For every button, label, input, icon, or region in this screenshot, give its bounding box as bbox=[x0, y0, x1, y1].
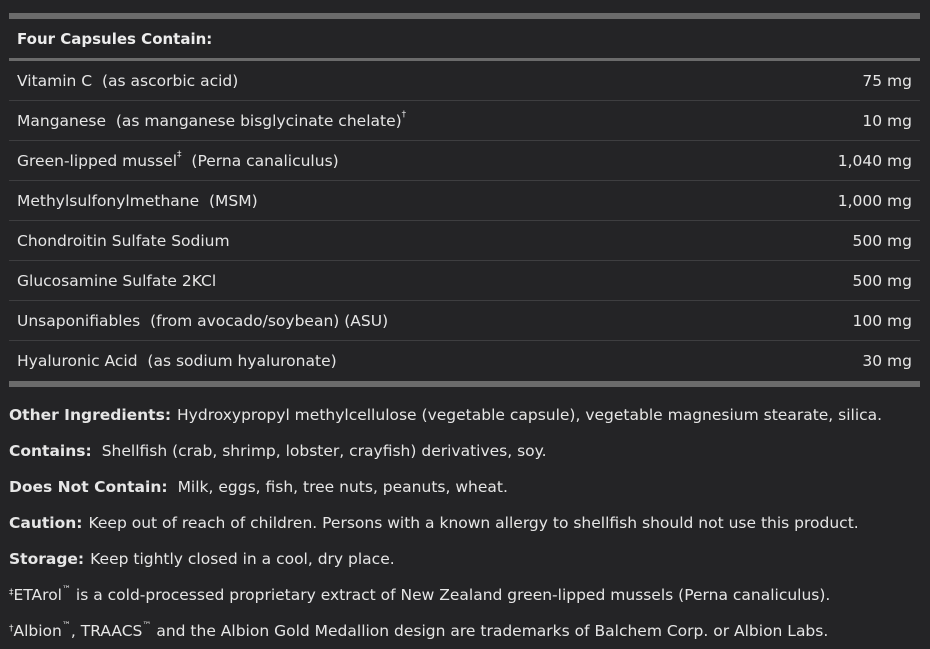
note-label: Storage: bbox=[9, 550, 85, 568]
separator: , bbox=[70, 622, 76, 640]
ingredient-amount: 30 mg bbox=[862, 352, 912, 370]
ingredient-name: Glucosamine Sulfate 2KCl bbox=[17, 271, 217, 290]
does-not-contain-note bbox=[9, 469, 924, 505]
table-row bbox=[9, 101, 920, 141]
serving-header: Four Capsules Contain: bbox=[17, 29, 213, 48]
note-label: Does Not Contain: bbox=[9, 478, 168, 496]
trademark-mark: ™ bbox=[61, 585, 71, 595]
ingredient-name: Unsaponifiables (from avocado/soybean) (ASU) bbox=[17, 311, 389, 330]
label-notes bbox=[9, 397, 924, 649]
ingredient-name: Vitamin C (as ascorbic acid) bbox=[17, 71, 239, 90]
note-label: Other Ingredients: bbox=[9, 406, 172, 424]
note-text: and the Albion Gold Medallion design are trademarks of Balchem Corp. or Albion Labs. bbox=[156, 622, 829, 640]
note-text: Milk, eggs, fish, tree nuts, peanuts, wheat. bbox=[177, 478, 508, 496]
other-ingredients bbox=[9, 397, 924, 433]
table-row bbox=[9, 301, 920, 341]
footnote-mark: ‡ bbox=[9, 588, 14, 598]
bottom-divider bbox=[9, 381, 920, 387]
footnote-mark: † bbox=[9, 624, 14, 634]
supplement-facts-table bbox=[9, 13, 920, 387]
ingredient-amount: 75 mg bbox=[862, 71, 912, 90]
table-row bbox=[9, 181, 920, 221]
table-row bbox=[9, 61, 920, 101]
table-row bbox=[9, 141, 920, 181]
etarol-footnote bbox=[9, 577, 924, 613]
ingredient-name: Chondroitin Sulfate Sodium bbox=[17, 231, 230, 250]
ingredient-amount: 1,000 mg bbox=[837, 191, 912, 210]
table-row bbox=[9, 221, 920, 261]
ingredient-amount: 1,040 mg bbox=[837, 151, 912, 170]
note-text: Hydroxypropyl methylcellulose (vegetable capsule), vegetable magnesium stearate, silica. bbox=[177, 406, 883, 424]
brand-name: ETArol bbox=[13, 586, 62, 604]
ingredient-amount: 100 mg bbox=[852, 311, 912, 330]
note-text: Keep tightly closed in a cool, dry place. bbox=[90, 550, 395, 568]
ingredient-amount: 10 mg bbox=[862, 111, 912, 130]
albion-footnote bbox=[9, 613, 924, 649]
note-label: Caution: bbox=[9, 514, 83, 532]
brand-name: Albion bbox=[13, 622, 62, 640]
contains-note bbox=[9, 433, 924, 469]
ingredient-amount: 500 mg bbox=[852, 271, 912, 290]
ingredient-name: Hyaluronic Acid (as sodium hyaluronate) bbox=[17, 352, 337, 370]
ingredient-amount: 500 mg bbox=[852, 231, 912, 250]
caution-note bbox=[9, 505, 924, 541]
ingredient-name: Manganese (as manganese bisglycinate chelate)† bbox=[17, 109, 407, 130]
brand-name: TRAACS bbox=[80, 622, 143, 640]
ingredient-name: Methylsulfonylmethane (MSM) bbox=[17, 191, 258, 210]
trademark-mark: ™ bbox=[61, 621, 71, 631]
note-text: Shellfish (crab, shrimp, lobster, crayfish) derivatives, soy. bbox=[101, 442, 547, 460]
note-text: is a cold-processed proprietary extract of New Zealand green-lipped mussels (Perna canaliculus). bbox=[75, 586, 831, 604]
table-row bbox=[9, 261, 920, 301]
note-label: Contains: bbox=[9, 442, 92, 460]
note-text: Keep out of reach of children. Persons with a known allergy to shellfish should not use this product. bbox=[88, 514, 859, 532]
trademark-mark: ™ bbox=[142, 621, 152, 631]
storage-note bbox=[9, 541, 924, 577]
ingredient-name: Green-lipped mussel‡ (Perna canaliculus) bbox=[17, 149, 339, 170]
table-row bbox=[9, 341, 920, 381]
